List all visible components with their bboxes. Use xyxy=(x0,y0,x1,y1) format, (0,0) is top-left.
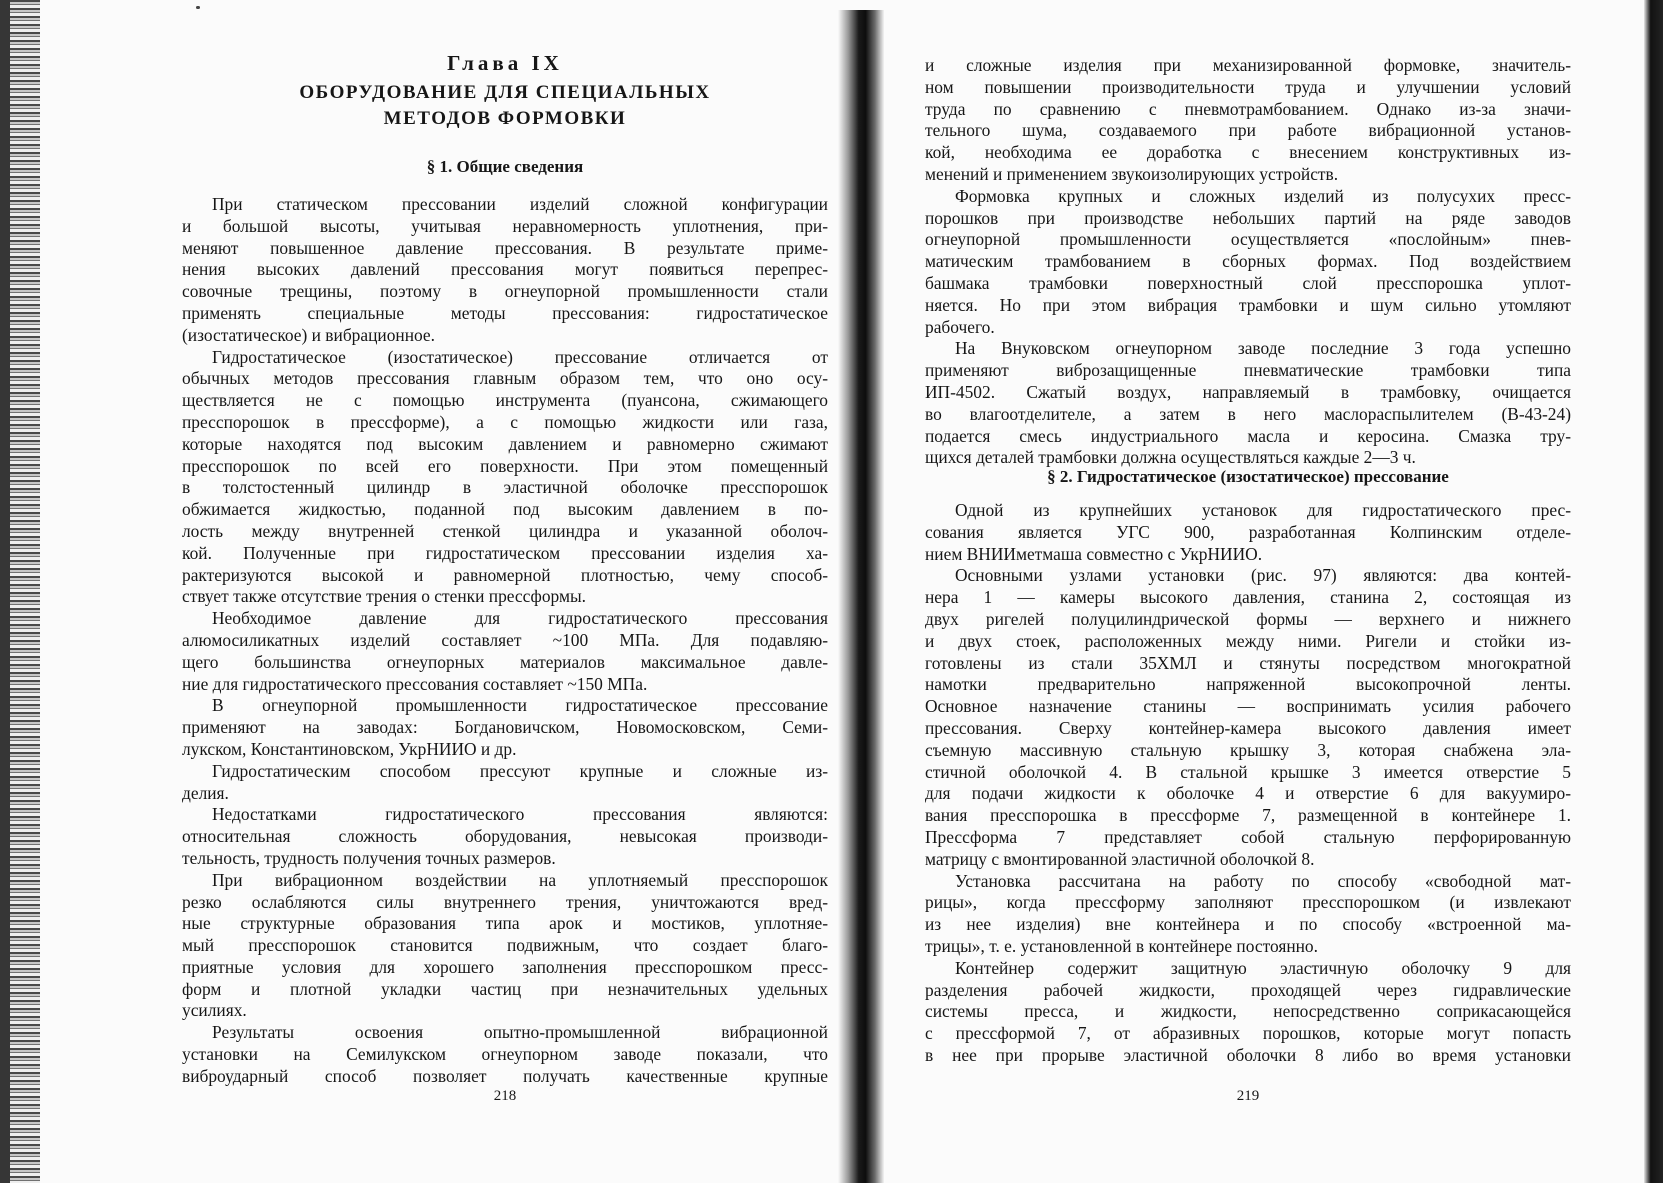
text-line: ном повышении производительности труда и улучшении условий xyxy=(925,76,1571,97)
text-line: огнеупорной промышленности осуществляется «послойным» пнев- xyxy=(925,229,1571,250)
page-number: 218 xyxy=(493,1088,517,1104)
paragraph xyxy=(182,761,828,805)
text-line: щихся деталей трамбовки должна осуществляться каждые 2—3 ч. xyxy=(925,447,1416,468)
text-line: мый пресспорошок становится подвижным, что создает благо- xyxy=(182,935,828,956)
paragraph xyxy=(182,608,828,695)
left-page-body xyxy=(182,194,828,1088)
text-line: алюмосиликатных изделий составляет ~100 МПа. Для подавляю- xyxy=(182,629,828,650)
text-line: няется. Но при этом вибрация трамбовки и шум сильно утомляют xyxy=(925,294,1571,315)
text-line: резко ослабляются силы внутреннего трения, уничтожаются вред- xyxy=(182,891,828,912)
text-line: рактеризуются высокой и равномерной плотностью, чему способ- xyxy=(182,564,828,585)
text-line: прессования. Сверху контейнер-камера высокого давления имеет xyxy=(925,717,1571,738)
text-line: пресспорошок по всей его поверхности. При этом помещенный xyxy=(182,455,828,476)
text-line: стичной оболочкой 4. В стальной крышке 3 имеется отверстие 5 xyxy=(925,761,1571,782)
paragraph xyxy=(925,958,1571,1067)
text-line: Установка рассчитана на работу по способу «свободной мат- xyxy=(955,870,1571,891)
text-line: В огнеупорной промышленности гидростатическое прессование xyxy=(212,695,828,716)
text-line: Необходимое давление для гидростатического прессования xyxy=(212,608,828,629)
text-line: Недостатками гидростатического прессования являются: xyxy=(212,804,828,825)
text-line: тельного шума, создаваемого при работе вибрационной установ- xyxy=(925,120,1571,141)
text-line: готовлены из стали 35ХМЛ и стянуты посредством многократной xyxy=(925,652,1571,673)
paragraph xyxy=(182,194,828,347)
text-line: Гидростатическим способом прессуют крупные и сложные из- xyxy=(212,760,828,781)
text-line: приятные условия для хорошего заполнения пресспорошком пресс- xyxy=(182,956,828,977)
text-line: Прессформа 7 представляет собой стальную перфорированную xyxy=(925,826,1571,847)
text-line: применяют виброзащищенные пневматические трамбовки типа xyxy=(925,360,1571,381)
paragraph xyxy=(182,1022,828,1087)
text-line: намотки предварительно напряженной высокопрочной ленты. xyxy=(925,674,1571,695)
paragraph xyxy=(925,871,1571,958)
text-line: лость между внутренней стенкой цилиндра и указанной оболоч- xyxy=(182,520,828,541)
text-line: Основное назначение станины — воспринимать усилия рабочего xyxy=(925,696,1571,717)
text-line: вания пресспорошка в прессформе 7, размещенной в контейнере 1. xyxy=(925,805,1571,826)
text-line: матическим трамбованием в сборных формах. Под воздействием xyxy=(925,251,1571,272)
text-line: кой. Полученные при гидростатическом прессовании изделия ха- xyxy=(182,542,828,563)
text-line: для подачи жидкости к оболочке 4 и отверстие 6 для вакуумиро- xyxy=(925,783,1571,804)
text-line: рабочего. xyxy=(925,316,995,337)
text-line: матрицу с вмонтированной эластичной оболочкой 8. xyxy=(925,848,1315,869)
paragraph xyxy=(182,804,828,869)
text-line: менений и применением звукоизолирующих устройств. xyxy=(925,163,1339,184)
text-line: Гидростатическое (изостатическое) прессование отличается от xyxy=(212,346,828,367)
text-line: щего большинства огнеупорных материалов максимальное давле- xyxy=(182,651,828,672)
text-line: которые находятся под высоким давлением и равномерно сжимают xyxy=(182,433,828,454)
text-line: применять специальные методы прессования: гидростатическое xyxy=(182,302,828,323)
left-page-edge xyxy=(0,0,40,1183)
right-page-edge xyxy=(1644,0,1663,1183)
text-line: установки на Семилукском огнеупорном заводе показали, что xyxy=(182,1044,828,1065)
text-line: меняют повышенное давление прессования. В результате приме- xyxy=(182,237,828,258)
book-gutter xyxy=(838,10,884,1183)
paragraph xyxy=(925,500,1571,565)
text-line: съемную массивную стальную крышку 3, которая снабжена эла- xyxy=(925,739,1571,760)
text-line: пресспорошок в прессформе), а с помощью жидкости или газа, xyxy=(182,411,828,432)
paragraph xyxy=(925,186,1571,339)
text-line: и сложные изделия при механизированной формовке, значитель- xyxy=(925,55,1571,75)
text-line: ИП-4502. Сжатый воздух, направляемый в трамбовку, очищается xyxy=(925,381,1571,402)
chapter-heading-line: МЕТОДОВ ФОРМОВКИ xyxy=(383,108,627,129)
text-line: порошков при производстве небольших партий на ряде заводов xyxy=(925,207,1571,228)
text-line: Основными узлами установки (рис. 97) являются: два контей- xyxy=(955,565,1571,586)
text-line: ствует также отсутствие трения о стенки прессформы. xyxy=(182,586,586,607)
chapter-heading xyxy=(182,80,828,132)
right-page-body-bottom xyxy=(925,500,1571,1067)
text-line: сования является УГС 900, разработанная Колпинским отделе- xyxy=(925,521,1571,542)
text-line: При статическом прессовании изделий сложной конфигурации xyxy=(212,194,828,214)
text-line: башмака трамбовки поверхностный слой пресспорошка уплот- xyxy=(925,272,1571,293)
text-line: нения высоких давлений прессования могут появиться перепрес- xyxy=(182,259,828,280)
text-line: обычных методов прессования главным образом тем, что оно осу- xyxy=(182,368,828,389)
text-line: кой, необходима ее доработка с внесением конструктивных из- xyxy=(925,142,1571,163)
text-line: (изостатическое) и вибрационное. xyxy=(182,324,435,345)
text-line: и большой высоты, учитывая неравномерность уплотнения, при- xyxy=(182,215,828,236)
text-line: системы пресса, и жидкости, непосредственно соприкасающейся xyxy=(925,1001,1571,1022)
paragraph xyxy=(182,870,828,1023)
text-line: Формовка крупных и сложных изделий из полусухих пресс- xyxy=(955,185,1571,206)
section-heading-2: § 2. Гидростатическое (изостатическое) прессование xyxy=(1047,467,1449,486)
text-line: рицы», когда прессформу заполняют пресспорошком (и извлекают xyxy=(925,892,1571,913)
chapter-title: Глава IX xyxy=(447,51,563,75)
left-page xyxy=(182,0,828,1183)
text-line: тельность, трудность получения точных размеров. xyxy=(182,847,556,868)
text-line: двух ригелей полуцилиндрической формы — верхнего и нижнего xyxy=(925,608,1571,629)
text-line: подается смесь индустриального масла и керосина. Смазка тру- xyxy=(925,425,1571,446)
text-line: При вибрационном воздействии на уплотняемый пресспорошок xyxy=(212,869,828,890)
text-line: трицы», т. е. установленной в контейнере постоянно. xyxy=(925,935,1318,956)
text-line: Результаты освоения опытно-промышленной вибрационной xyxy=(212,1022,828,1043)
paragraph xyxy=(925,338,1571,469)
text-line: обжимается жидкостью, поданной под высоким давлением в по- xyxy=(182,499,828,520)
text-line: виброударный способ позволяет получать качественные крупные xyxy=(182,1065,828,1086)
page-number: 219 xyxy=(1236,1088,1260,1104)
text-line: и двух стоек, расположенных между ними. Ригели и стойки из- xyxy=(925,630,1571,651)
text-line: ные структурные образования типа арок и мостиков, уплотняе- xyxy=(182,913,828,934)
paragraph xyxy=(182,695,828,760)
right-page-body-top xyxy=(925,55,1571,469)
text-line: усилиях. xyxy=(182,1000,247,1021)
text-line: применяют на заводах: Богдановичском, Новомосковском, Семи- xyxy=(182,717,828,738)
text-line: ние для гидростатического прессования составляет ~150 МПа. xyxy=(182,673,648,694)
text-line: Контейнер содержит защитную эластичную оболочку 9 для xyxy=(955,957,1571,978)
text-line: во влагоотделителе, а затем в него маслораспылителем (В-43-24) xyxy=(925,403,1571,424)
text-line: относительная сложность оборудования, невысокая производи- xyxy=(182,826,828,847)
text-line: делия. xyxy=(182,782,229,803)
text-line: в толстостенный цилиндр в эластичной оболочке пресспорошок xyxy=(182,477,828,498)
text-line: На Внуковском огнеупорном заводе последние 3 года успешно xyxy=(955,338,1571,359)
text-line: с прессформой 7, от абразивных порошков, которые могут попасть xyxy=(925,1023,1571,1044)
text-line: труда по сравнению с пневмотрамбованием. Однако из-за значи- xyxy=(925,98,1571,119)
text-line: нием ВНИИметмаша совместно с УкрНИИО. xyxy=(925,543,1263,564)
paragraph xyxy=(925,55,1571,186)
text-line: ществляется не с помощью инструмента (пуансона, сжимающего xyxy=(182,390,828,411)
text-line: совочные трещины, поэтому в огнеупорной промышленности стали xyxy=(182,281,828,302)
text-line: форм и плотной укладки частиц при незначительных удельных xyxy=(182,978,828,999)
section-heading-1: § 1. Общие сведения xyxy=(426,157,584,176)
text-line: разделения рабочей жидкости, проходящей через гидравлические xyxy=(925,979,1571,1000)
text-line: из нее изделия) вне контейнера и по способу «встроенной ма- xyxy=(925,914,1571,935)
chapter-heading-line: ОБОРУДОВАНИЕ ДЛЯ СПЕЦИАЛЬНЫХ xyxy=(299,82,711,103)
text-line: нера 1 — камеры высокого давления, станина 2, состоящая из xyxy=(925,587,1571,608)
paragraph xyxy=(182,347,828,609)
text-line: Одной из крупнейших установок для гидростатического прес- xyxy=(955,500,1571,520)
text-line: в нее при прорыве эластичной оболочки 8 либо во время установки xyxy=(925,1044,1571,1065)
right-page xyxy=(925,0,1571,1183)
text-line: лукском, Константиновском, УкрНИИО и др. xyxy=(182,738,517,759)
paragraph xyxy=(925,565,1571,870)
